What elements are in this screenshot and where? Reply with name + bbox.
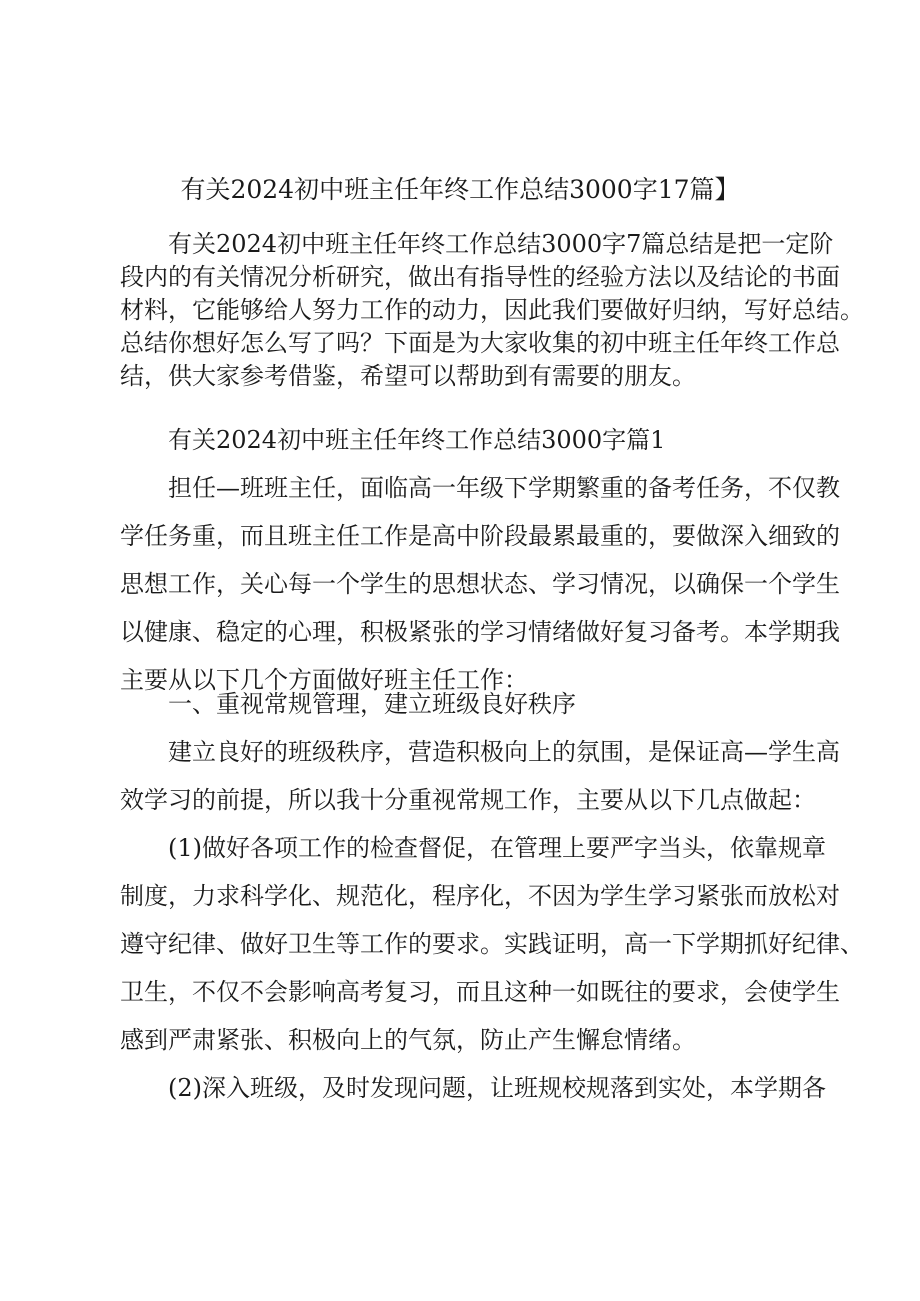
paragraph-2	[120, 728, 860, 824]
intro-line: 有关2024初中班主任年终工作总结3000字7篇总结是把一定阶	[168, 230, 834, 258]
paragraph-line: 学任务重，而且班主任工作是高中阶段最累最重的，要做深入细致的	[120, 522, 840, 550]
document-title: 有关2024初中班主任年终工作总结3000字17篇】	[180, 175, 740, 204]
paragraph-line: 主要从以下几个方面做好班主任工作：	[120, 666, 528, 694]
paragraph-line: 思想工作，关心每一个学生的思想状态、学习情况，以确保一个学生	[120, 570, 840, 598]
intro-line: 材料，它能够给人努力工作的动力，因此我们要做好归纳，写好总结。	[120, 296, 864, 324]
paragraph-line: 感到严肃紧张、积极向上的气氛，防止产生懈怠情绪。	[120, 1026, 696, 1054]
paragraph-line: 以健康、稳定的心理，积极紧张的学习情绪做好复习备考。本学期我	[120, 618, 840, 646]
paragraph-line: 效学习的前提，所以我十分重视常规工作，主要从以下几点做起：	[120, 786, 816, 814]
subheading-1	[120, 680, 860, 728]
intro-line: 结，供大家参考借鉴，希望可以帮助到有需要的朋友。	[120, 362, 696, 390]
intro-line: 段内的有关情况分析研究，做出有指导性的经验方法以及结论的书面	[120, 263, 840, 291]
section-heading	[120, 416, 860, 464]
paragraph-line: 担任—班班主任，面临高一年级下学期繁重的备考任务，不仅教	[168, 474, 840, 502]
section-heading-text: 有关2024初中班主任年终工作总结3000字篇1	[168, 426, 666, 454]
paragraph-4	[120, 1064, 860, 1112]
paragraph-line: 卫生，不仅不会影响高考复习，而且这种一如既往的要求，会使学生	[120, 978, 840, 1006]
subheading-text: 一、重视常规管理，建立班级良好秩序	[168, 690, 576, 718]
paragraph-line: 制度，力求科学化、规范化，程序化，不因为学生学习紧张而放松对	[120, 882, 840, 910]
paragraph-line: 建立良好的班级秩序，营造积极向上的氛围，是保证高—学生高	[168, 738, 840, 766]
paragraph-line: (1)做好各项工作的检查督促，在管理上要严字当头，依靠规章	[168, 834, 826, 862]
intro-line: 总结你想好怎么写了吗？下面是为大家收集的初中班主任年终工作总	[120, 329, 840, 357]
paragraph-line: 遵守纪律、做好卫生等工作的要求。实践证明，高一下学期抓好纪律、	[120, 930, 864, 958]
paragraph-line: (2)深入班级，及时发现问题，让班规校规落到实处，本学期各	[168, 1074, 826, 1102]
paragraph-1	[120, 464, 860, 704]
paragraph-3	[120, 824, 864, 1064]
intro-paragraph	[120, 228, 864, 393]
